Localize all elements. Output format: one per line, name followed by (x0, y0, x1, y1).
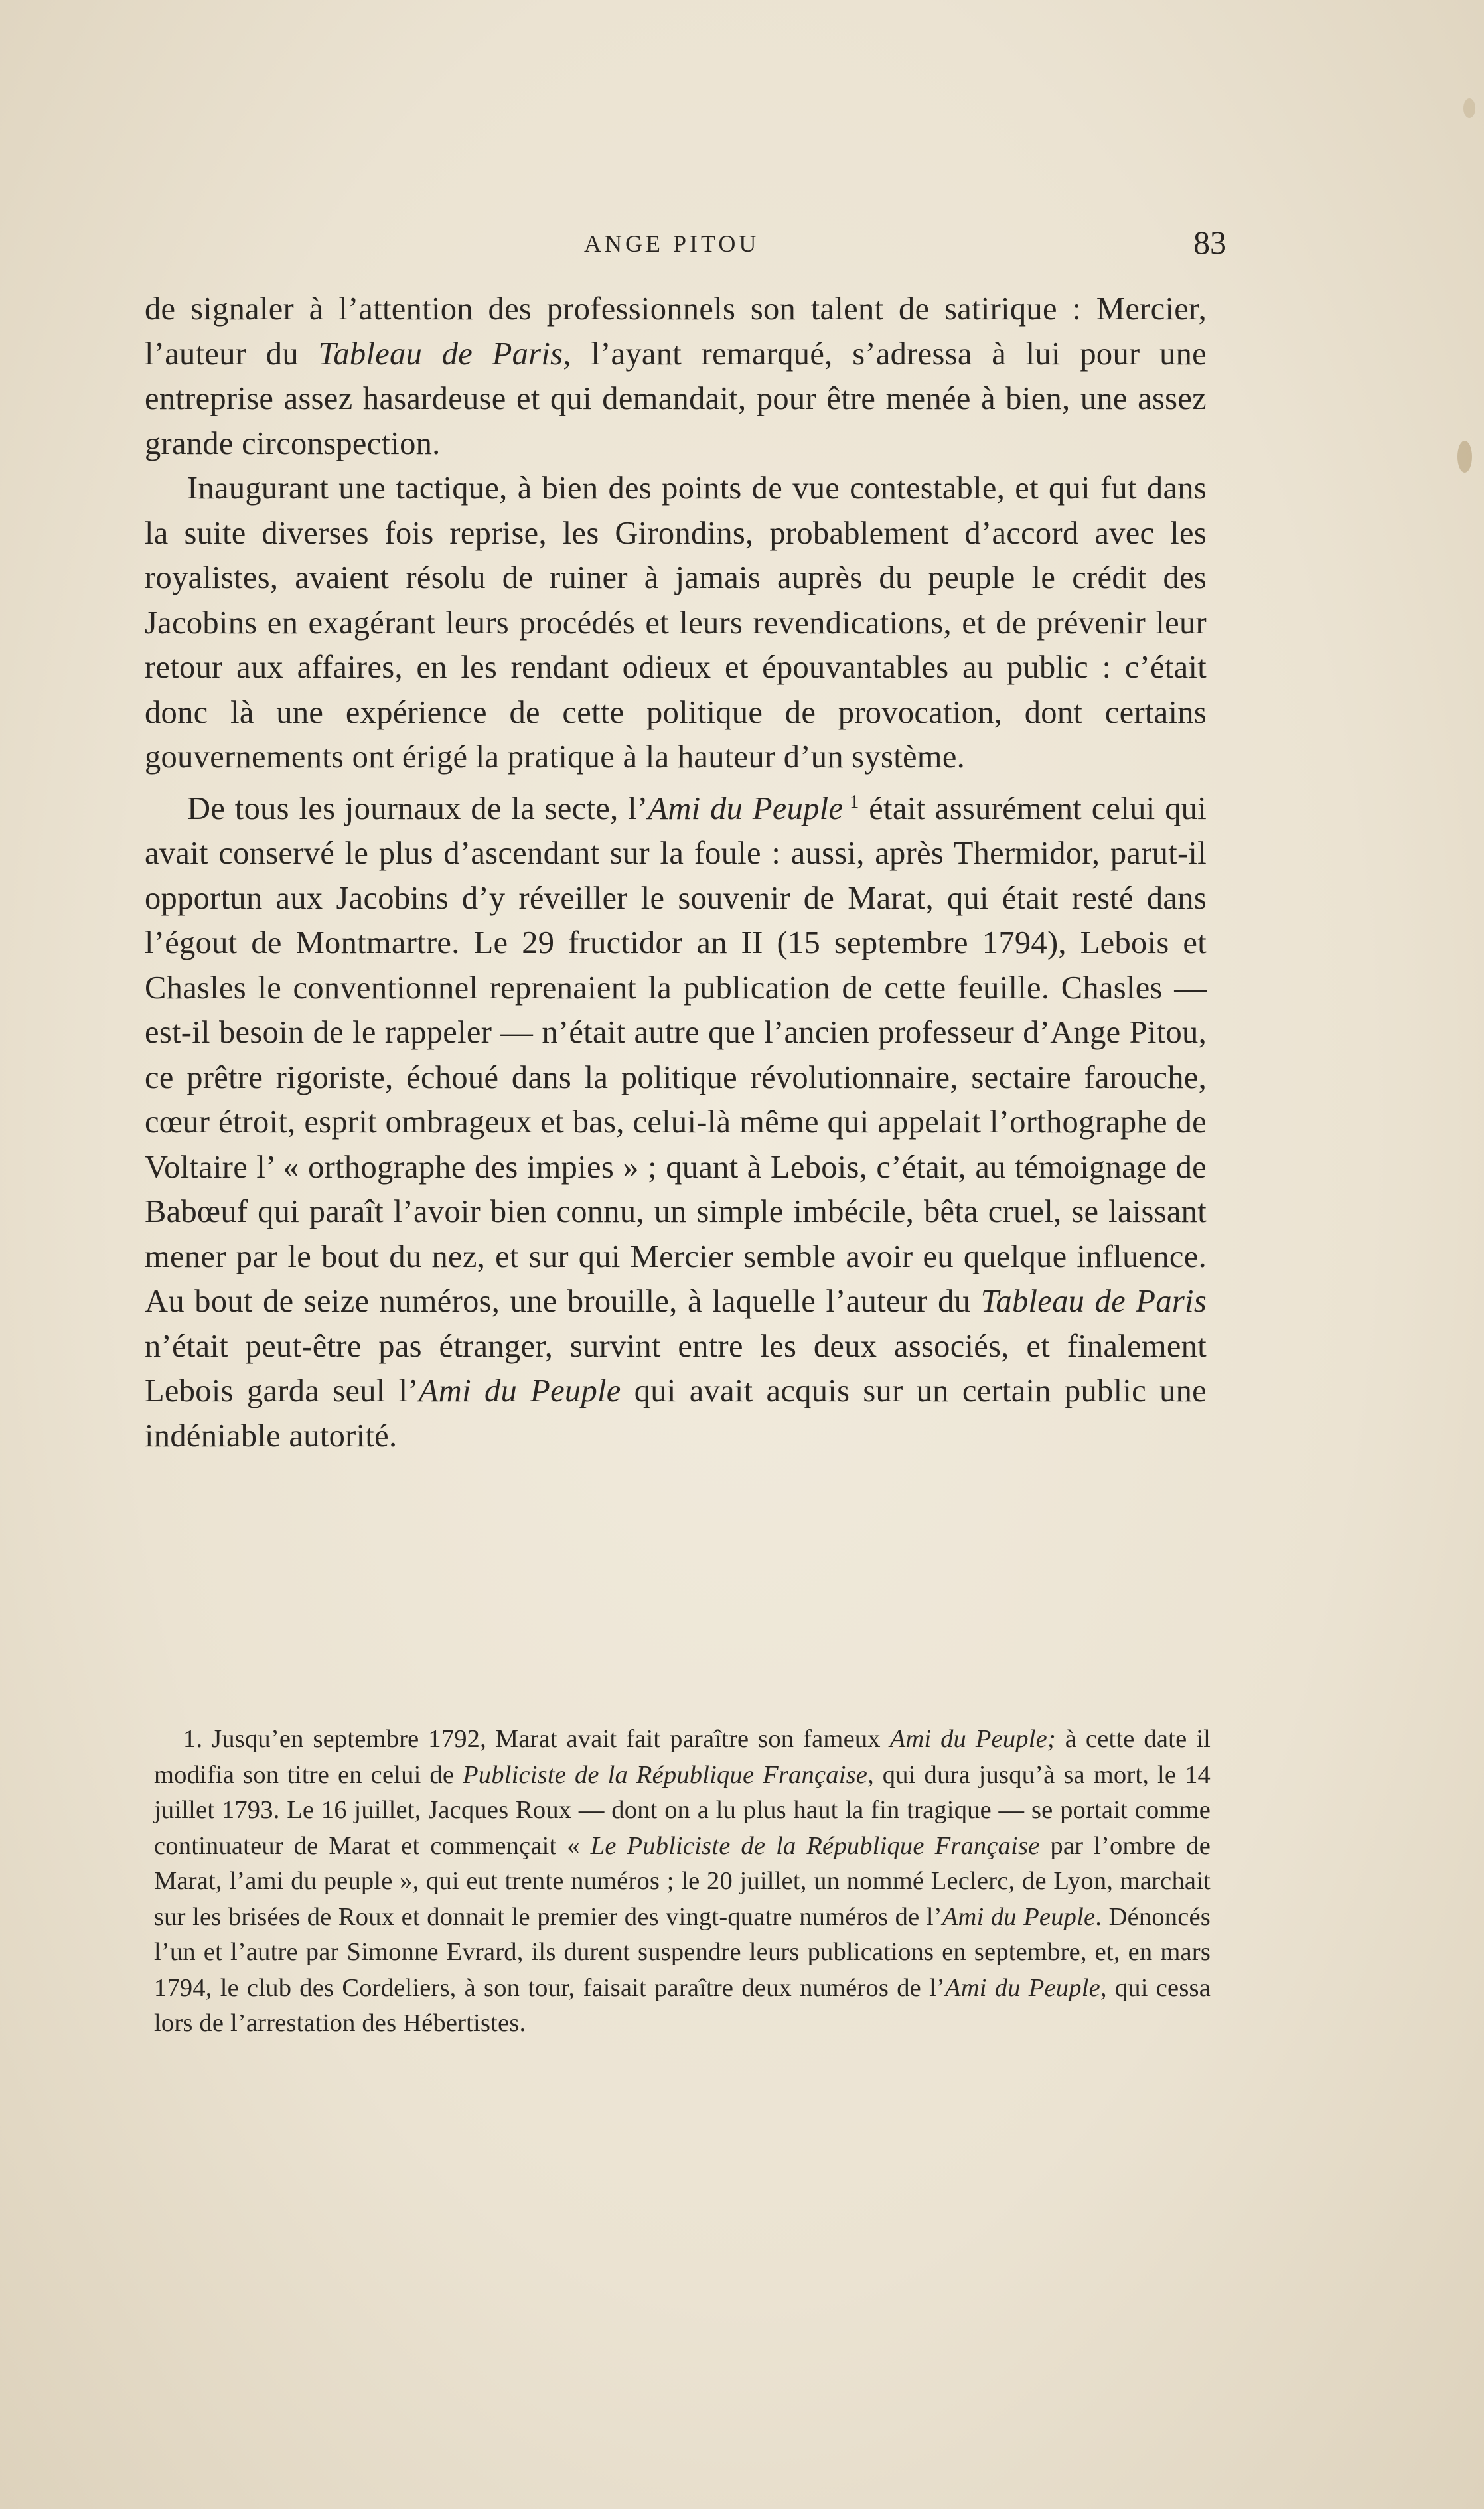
paragraph-3: De tous les journaux de la secte, l’Ami du Peuple $^1$ était assurément celui qui avait conservé le plus d’ascendant sur la foule : aussi, après Thermidor, parut-il opportun aux Jacobins d’y réveiller le souvenir de Marat, qui était resté dans l’égout de Montmartre. Le 29 fructidor an II (15 septembre 1794), Lebois et Chasles le conventionnel reprenaient la publication de cette feuille. Chasles — est-il besoin de le rappeler — n’était autre que l’ancien professeur d’Ange Pitou, ce prêtre rigoriste, échoué dans la politique révolutionnaire, sectaire farouche, cœur étroit, esprit ombrageux et bas, celui-là même qui appelait l’orthographe de Voltaire l’ « orthographe des impies » ; quant à Lebois, c’était, au témoignage de Babœuf qui paraît l’avoir bien connu, un simple imbécile, bêta cruel, se laissant mener par le bout du nez, et sur qui Mercier semble avoir eu quelque influence. Au bout de seize numéros, une brouille, à laquelle l’auteur du Tableau de Paris n’était peut-être pas étranger, survint entre les deux associés, et finalement Lebois garda seul l’Ami du Peuple qui avait acquis sur un certain public une indéniable autorité. (145, 791, 1207, 1454)
work-title: Ami du Peuple (945, 1973, 1100, 2002)
work-title: Tableau de Paris (318, 336, 563, 372)
paragraph-2: Inaugurant une tactique, à bien des points de vue contestable, et qui fut dans la suite diverses fois reprise, les Girondins, probablement d’accord avec les royalistes, avaient résolu de ruiner à jamais auprès du peuple le crédit des Jacobins en exagérant leurs procédés et leurs revendications, et de prévenir leur retour aux affaires, en les rendant odieux et épouvantables au public : c’était donc là une expérience de cette politique de provocation, dont certains gouvernements ont érigé la pratique à la hauteur d’un système. (145, 471, 1207, 775)
footnote-reference: 1 (850, 791, 859, 812)
work-title: Ami du Peuple; (889, 1725, 1056, 1753)
paragraph-1: de signaler à l’attention des professionnels son talent de satirique : Mercier, l’auteur du Tableau de Paris, l’ayant remarqué, s’adressa à lui pour une entreprise assez hasardeuse et qui demandait, pour être menée à bien, une assez grande circonspection. (145, 291, 1207, 461)
work-title: Ami du Peuple (942, 1902, 1096, 1931)
page-header (145, 226, 1226, 266)
work-title: Publiciste de la République Française (463, 1760, 868, 1789)
work-title: Tableau de Paris (980, 1284, 1207, 1320)
work-title: Ami du Peuple (418, 1373, 621, 1409)
page-number: 83 (1193, 224, 1226, 261)
body-text (145, 287, 1207, 1458)
work-title: Ami du Peuple (648, 791, 844, 826)
paper-stain (1457, 441, 1472, 473)
footnote-1: 1. Jusqu’en septembre 1792, Marat avait fait paraître son fameux Ami du Peuple; à cette date il modifia son titre en celui de Publiciste de la République Française, qui dura jusqu’à sa mort, le 14 juillet 1793. Le 16 juillet, Jacques Roux — dont on a lu plus haut la fin tragique — se portait comme continuateur de Marat et commençait « Le Publiciste de la République Française par l’ombre de Marat, l’ami du peuple », qui eut trente numéros ; le 20 juillet, un nommé Leclerc, de Lyon, marchait sur les brisées de Roux et donnait le premier des vingt-quatre numéros de l’Ami du Peuple. Dénoncés l’un et l’autre par Simonne Evrard, ils durent suspendre leurs publications en septembre, et, en mars 1794, le club des Cordeliers, à son tour, faisait paraître deux numéros de l’Ami du Peuple, qui cessa lors de l’arrestation des Hébertistes. (154, 1725, 1211, 2037)
footnotes (154, 1722, 1211, 2042)
paper-stain (1463, 98, 1475, 118)
running-title: ANGE PITOU (584, 230, 760, 257)
work-title: Le Publiciste de la République Française (590, 1831, 1040, 1860)
